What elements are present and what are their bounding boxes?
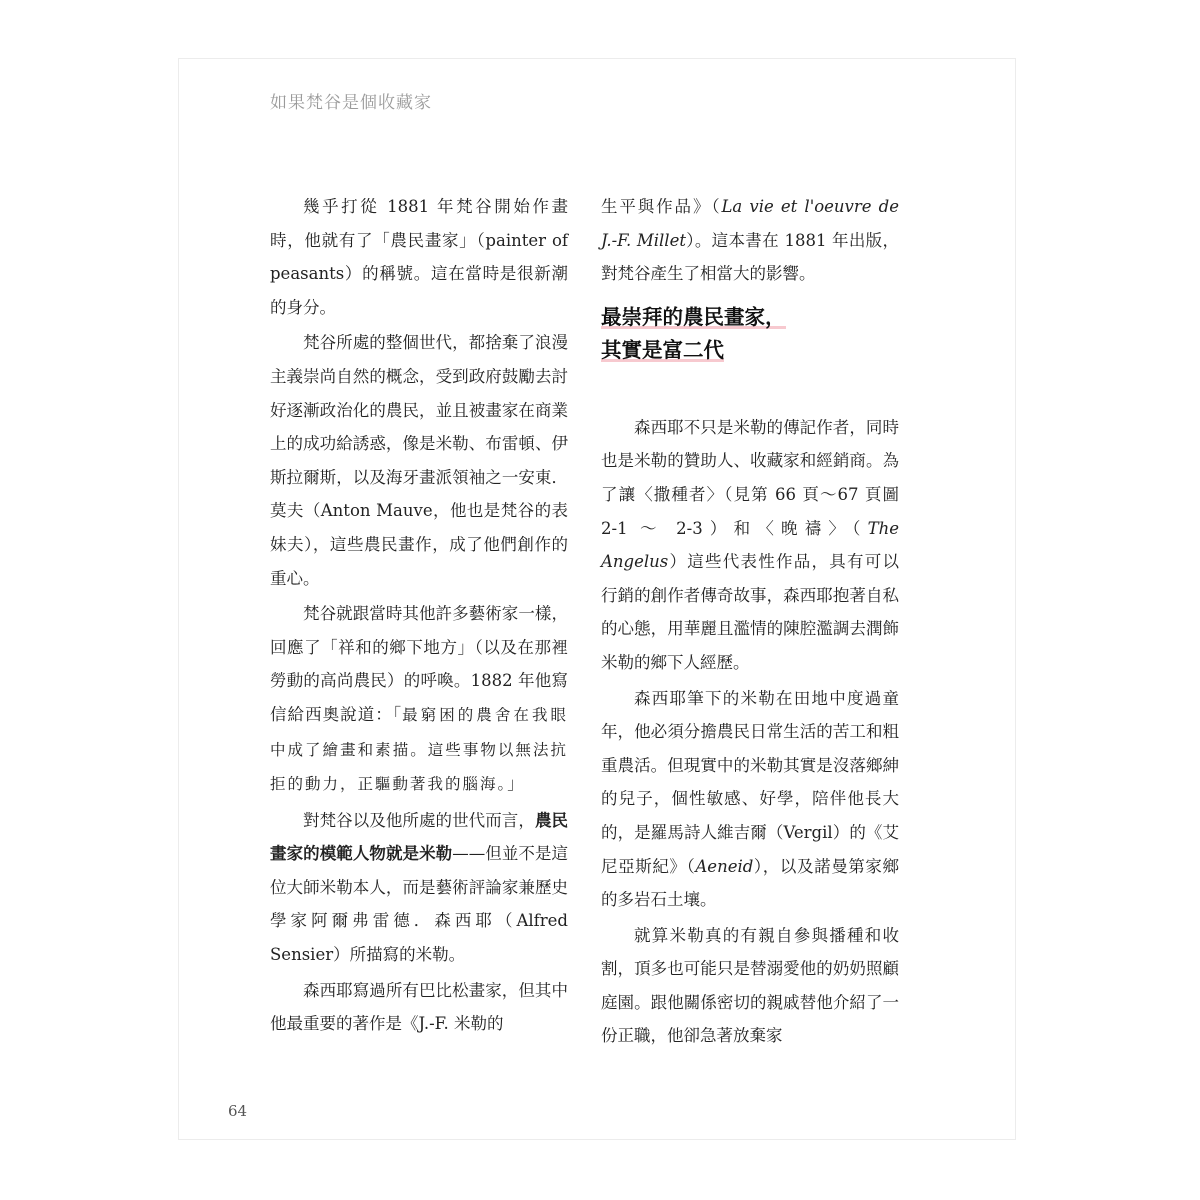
section-heading-line: 其實是富二代 bbox=[601, 337, 724, 362]
artwork-title-italic: The Angelus bbox=[601, 518, 899, 572]
paragraph-text: 森西耶不只是米勒的傳記作者，同時也是米勒的贊助人、收藏家和經銷商。為了讓〈撒種者〉（見第 66 頁～67 頁圖 2-1 ～ 2-3）和〈晚禱〉（ bbox=[601, 417, 899, 538]
section-heading bbox=[601, 301, 899, 367]
paragraph bbox=[270, 804, 568, 972]
paragraph-text: ）。這本書在 1881 年出版，對梵谷產生了相當大的影響。 bbox=[601, 230, 899, 284]
right-column bbox=[601, 190, 899, 1053]
book-title-italic: La vie et l'oeuvre de J.-F. Millet bbox=[601, 197, 899, 250]
paragraph: 梵谷所處的整個世代，都捨棄了浪漫主義崇尚自然的概念，受到政府鼓勵去討好逐漸政治化的農民，並且被畫家在商業上的成功給誘惑，像是米勒、布雷頓、伊斯拉爾斯，以及海牙畫派領袖之一安東．莫夫（Anton Mauve，他也是梵谷的表妹夫），這些農民畫作，成了他們創作的重心。 bbox=[270, 333, 568, 588]
section-heading-line: 最崇拜的農民畫家， bbox=[601, 304, 786, 329]
running-header: 如果梵谷是個收藏家 bbox=[270, 93, 432, 113]
left-column bbox=[270, 190, 568, 1041]
page-number: 64 bbox=[228, 1102, 248, 1120]
paragraph-text: 對梵谷以及他所處的世代而言， bbox=[303, 810, 535, 830]
work-title-italic: Aeneid bbox=[695, 856, 754, 876]
paragraph-continued bbox=[601, 190, 899, 291]
quote-close: 」 bbox=[507, 774, 524, 794]
paragraph-text: ），以及諾曼第家鄉的多岩石土壤。 bbox=[601, 856, 900, 910]
paragraph: 幾乎打從 1881 年梵谷開始作畫時，他就有了「農民畫家」（painter of peasants）的稱號。這在當時是很新潮的身分。 bbox=[270, 197, 568, 317]
paragraph: 就算米勒真的有親自參與播種和收割，頂多也可能只是替溺愛他的奶奶照顧庭園。跟他關係密切的親戚替他介紹了一份正職，他卻急著放棄家 bbox=[601, 925, 899, 1046]
paragraph: 森西耶寫過所有巴比松畫家，但其中他最重要的著作是《J.-F. 米勒的 bbox=[270, 980, 568, 1034]
letter-quote: 最窮困的農舍在我眼中成了繪畫和素描。這些事物以無法抗拒的動力，正驅動著我的腦海。 bbox=[270, 705, 568, 794]
paragraph-text: ——但並不是這位大師米勒本人，而是藝術評論家兼歷史學家阿爾弗雷德．森西耶（Alfred Sensier）所描寫的米勒。 bbox=[270, 844, 568, 965]
paragraph bbox=[601, 682, 899, 917]
paragraph-with-quote bbox=[270, 597, 568, 802]
paragraph-text: 梵谷就跟當時其他許多藝術家一樣，回應了「祥和的鄉下地方」（以及在那裡勞動的高尚農民）的呼喚。1882 年他寫信給西奧說道：「 bbox=[270, 604, 568, 724]
paragraph-text: 生平與作品》（ bbox=[601, 197, 722, 216]
paragraph-text: 森西耶筆下的米勒在田地中度過童年，他必須分擔農民日常生活的苦工和粗重農活。但現實中的米勒其實是沒落鄉紳的兒子，個性敏感、好學，陪伴他長大的，是羅馬詩人維吉爾（Vergil）的《艾尼亞斯紀》（ bbox=[601, 688, 899, 876]
paragraph bbox=[601, 411, 899, 680]
paragraph-text: ）這些代表性作品，具有可以行銷的創作者傳奇故事，森西耶抱著自私的心態，用華麗且濫情的陳腔濫調去潤飾米勒的鄉下人經歷。 bbox=[601, 552, 899, 672]
bold-emphasis: 農民畫家的模範人物就是米勒 bbox=[270, 810, 569, 864]
